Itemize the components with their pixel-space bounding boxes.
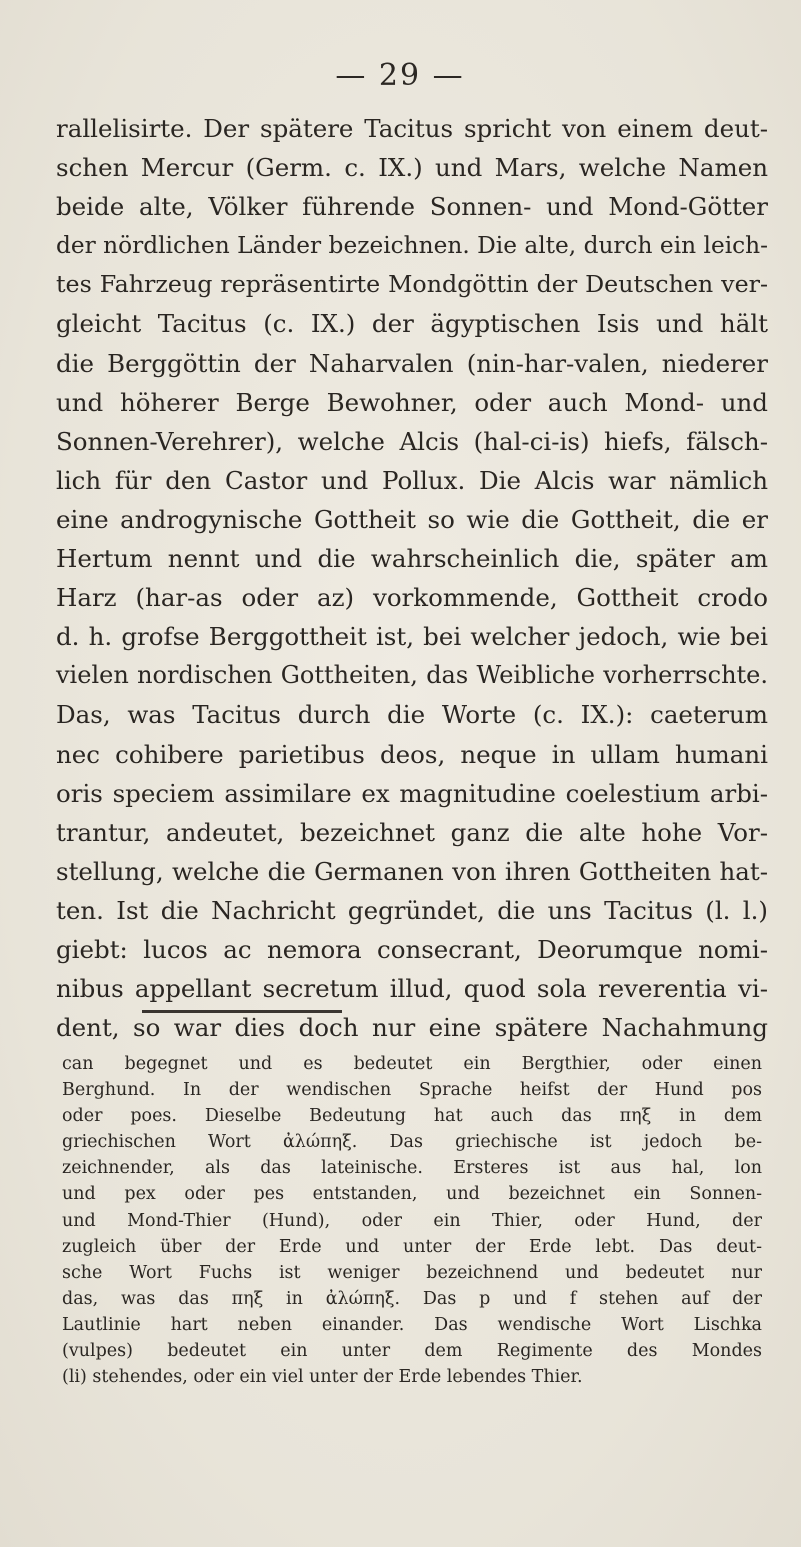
footnote-line: griechischen Wort ἀλώπηξ. Das griechische ist jedoch be- [62,1132,762,1153]
text-line: die Berggöttin der Naharvalen (nin-har-valen, niederer [56,348,768,378]
footnote-line: zeichnender, als das lateinische. Ersteres ist aus hal, lon [62,1158,762,1179]
text-line: Sonnen-Verehrer), welche Alcis (hal-ci-is) hiefs, fälsch- [56,426,768,456]
text-line: Das, was Tacitus durch die Worte (c. IX.): caeterum [56,700,768,730]
footnote-line: und pex oder pes entstanden, und bezeichnet ein Sonnen- [62,1184,762,1205]
main-text-block [56,109,768,1047]
text-line: vielen nordischen Gottheiten, das Weibliche vorherrschte. [56,661,768,690]
footnote-block [62,1051,762,1390]
text-line: rallelisirte. Der spätere Tacitus spricht von einem deut- [56,114,768,143]
text-line: schen Mercur (Germ. c. IX.) und Mars, welche Namen [56,153,768,183]
text-line: nec cohibere parietibus deos, neque in ullam humani [56,739,768,769]
footnote-line: zugleich über der Erde und unter der Erde lebt. Das deut- [62,1236,762,1257]
text-line: oris speciem assimilare ex magnitudine coelestium arbi- [56,778,768,808]
text-line: d. h. grofse Berggottheit ist, bei welcher jedoch, wie bei [56,622,768,652]
footnote-line: oder poes. Dieselbe Bedeutung hat auch das πηξ in dem [62,1106,762,1127]
footnote-line: (li) stehendes, oder ein viel unter der Erde lebendes Thier. [62,1367,583,1388]
text-line: Hertum nennt und die wahrscheinlich die, später am [56,544,768,574]
footnote-line: das, was das πηξ in ἀλώπηξ. Das p und f stehen auf der [62,1288,762,1309]
text-line: und höherer Berge Bewohner, oder auch Mond- und [56,387,768,417]
text-line: der nördlichen Länder bezeichnen. Die alte, durch ein leich- [56,232,768,260]
footnote-line: (vulpes) bedeutet ein unter dem Regimente des Mondes [62,1341,762,1362]
footnote-line: Lautlinie hart neben einander. Das wendische Wort Lischka [62,1314,762,1335]
text-line: dent, so war dies doch nur eine spätere Nachahmung [56,1013,768,1043]
page-number: — 29 — [335,58,465,93]
footnote-line: can begegnet und es bedeutet ein Bergthier, oder einen [62,1054,762,1074]
text-line: stellung, welche die Germanen von ihren Gottheiten hat- [56,856,768,886]
text-line: lich für den Castor und Pollux. Die Alcis war nämlich [56,465,768,495]
footnote-line: und Mond-Thier (Hund), oder ein Thier, oder Hund, der [62,1210,762,1231]
text-line: nibus appellant secretum illud, quod sola reverentia vi- [56,974,768,1004]
text-line: Harz (har-as oder az) vorkommende, Gottheit crodo [56,583,768,613]
text-line: trantur, andeutet, bezeichnet ganz die alte hohe Vor- [56,817,768,847]
text-line: eine androgynische Gottheit so wie die Gottheit, die er [56,504,768,534]
text-line: gleicht Tacitus (c. IX.) der ägyptischen Isis und hält [56,309,768,339]
footnote-separator-rule [142,1010,342,1013]
text-line: giebt: lucos ac nemora consecrant, Deorumque nomi- [56,934,768,964]
text-line: ten. Ist die Nachricht gegründet, die uns Tacitus (l. l.) [56,895,768,925]
text-line: beide alte, Völker führende Sonnen- und Mond-Götter [56,192,768,222]
text-line: tes Fahrzeug repräsentirte Mondgöttin der Deutschen ver- [56,270,768,299]
footnote-line: Berghund. In der wendischen Sprache heifst der Hund pos [62,1080,762,1101]
footnote-line: sche Wort Fuchs ist weniger bezeichnend und bedeutet nur [62,1262,762,1283]
